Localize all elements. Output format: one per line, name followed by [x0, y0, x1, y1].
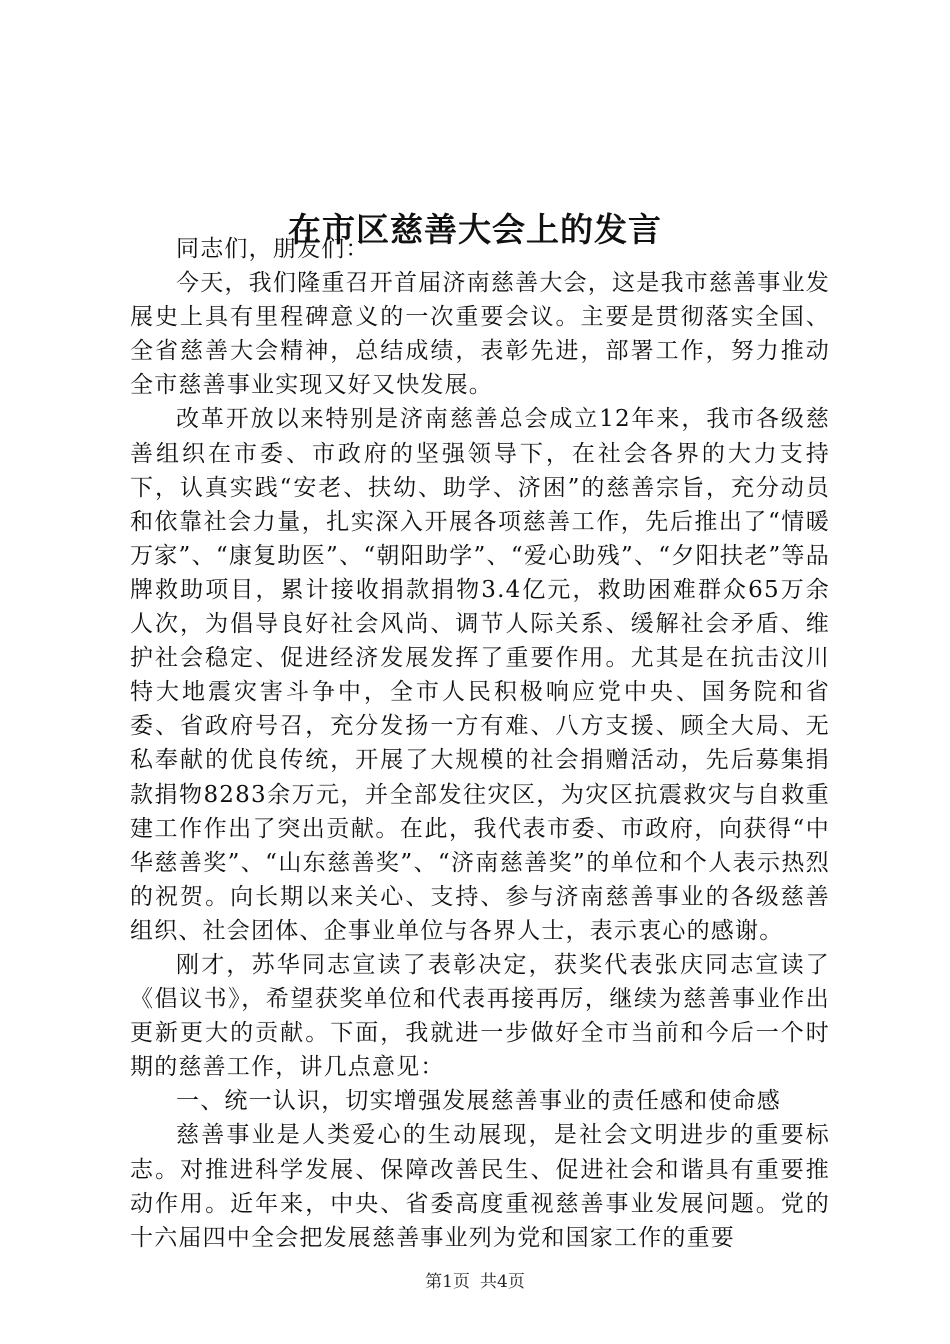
- document-body: [130, 232, 830, 1255]
- body-paragraph: 慈善事业是人类爱心的生动展现，是社会文明进步的重要标志。对推进科学发展、保障改善民生、促进社会和谐具有重要推动作用。近年来，中央、省委高度重视慈善事业发展问题。党的十六届四中全会把发展慈善事业列为党和国家工作的重要: [130, 1122, 830, 1251]
- page-footer: [0, 1270, 950, 1294]
- salutation-paragraph: 同志们，朋友们：: [176, 236, 370, 262]
- body-paragraph: 刚才，苏华同志宣读了表彰决定，获奖代表张庆同志宣读了《倡议书》，希望获奖单位和代表再接再厉，继续为慈善事业作出更新更大的贡献。下面，我就进一步做好全市当前和今后一个时期的慈善工作，讲几点意见：: [130, 951, 830, 1081]
- page-total: 共4页: [480, 1272, 525, 1292]
- page-number: 第1页: [425, 1272, 470, 1292]
- section-heading: 一、统一认识，切实增强发展慈善事业的责任感和使命感: [176, 1088, 781, 1115]
- body-paragraph: 今天，我们隆重召开首届济南慈善大会，这是我市慈善事业发展史上具有里程碑意义的一次重要会议。主要是贯彻落实全国、全省慈善大会精神，总结成绩，表彰先进，部署工作，努力推动全市慈善事业实现又好又快发展。: [130, 270, 830, 399]
- document-title: 在市区慈善大会上的发言: [288, 210, 662, 250]
- body-paragraph: 改革开放以来特别是济南慈善总会成立12年来，我市各级慈善组织在市委、市政府的坚强领导下，在社会各界的大力支持下，认真实践“安老、扶幼、助学、济困”的慈善宗旨，充分动员和依靠社会力量，扎实深入开展各项慈善工作，先后推出了“情暖万家”、“康复助医”、“朝阳助学”、“爱心助残”、“夕阳扶老”等品牌救助项目，累计接收捐款捐物3.4亿元，救助困难群众65万余人次，为倡导良好社会风尚、调节人际关系、缓解社会矛盾、维护社会稳定、促进经济发展发挥了重要作用。尤其是在抗击汶川特大地震灾害斗争中，全市人民积极响应党中央、国务院和省委、省政府号召，充分发扬一方有难、八方支援、顾全大局、无私奉献的优良传统，开展了大规模的社会捐赠活动，先后募集捐款捐物8283余万元，并全部发往灾区，为灾区抗震救灾与自救重建工作作出了突出贡献。在此，我代表市委、市政府，向获得“中华慈善奖”、“山东慈善奖”、“济南慈善奖”的单位和个人表示热烈的祝贺。向长期以来关心、支持、参与济南慈善事业的各级慈善组织、社会团体、企事业单位与各界人士，表示衷心的感谢。: [130, 406, 830, 944]
